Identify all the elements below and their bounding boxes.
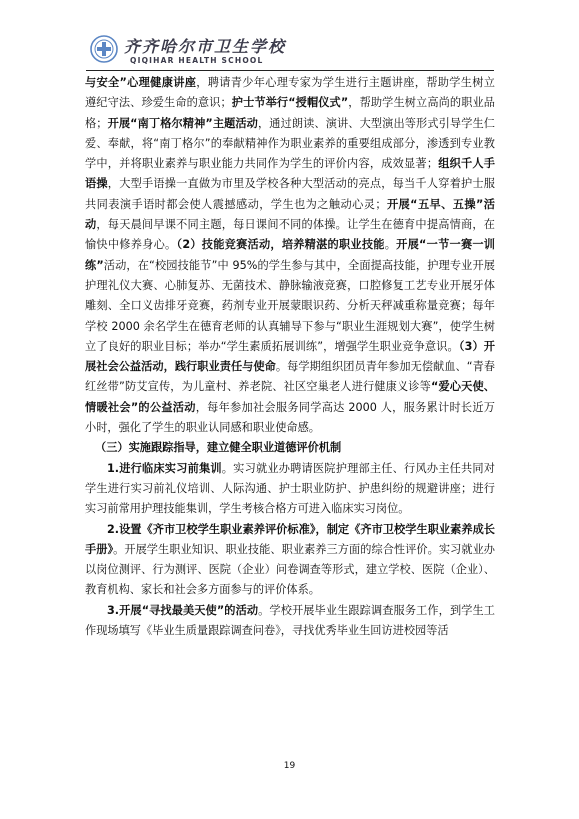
page-header	[80, 26, 500, 70]
bold-text-run: （2）技能竞赛活动，培养精湛的职业技能	[176, 238, 385, 252]
header-divider	[86, 70, 494, 71]
bold-text-run: 护士节举行“授帽仪式”	[231, 96, 349, 110]
bold-text-run: 3.开展“寻找最美天使”的活动	[107, 603, 259, 617]
paragraph-pre-internship-training	[85, 459, 495, 520]
paragraph-best-angel-activity	[85, 601, 495, 642]
bold-text-run: 开展“南丁格尔精神”主题活动	[107, 116, 258, 130]
text-run: 。开展学生职业知识、职业技能、职业素养三方面的综合性评价。实习就业办以岗位测评、行为测评、医院（企业）问卷调查等形式，建立学校、医院（企业）、教育机构、家长和社会多方面参与的评价体系。	[85, 542, 495, 597]
bold-text-run: 与安全”心理健康讲座	[85, 76, 197, 89]
text-run: ，每年参加社会服务同学高达 2000 人，服务累计时长近万小时，强化了学生的职业认同感和职业使命感。	[85, 400, 495, 435]
paragraph-student-activities	[85, 73, 495, 438]
text-run: 活动，在“校园技能节”中 95%的学生参与其中，全面提高技能，护理专业开展护理礼仪大赛、心肺复苏、无菌技术、静脉输液竞赛，口腔修复工艺专业开展牙体雕刻、全口义齿排牙竞赛，药剂专业开展蒙眼识药、分析天秤减重称量竞赛；每年学校 2000 余名学生在德育老师的认真辅导下参与“职业生涯规划大赛”，使学生树立了良好的职业目标；举办“学生素质拓展训练”，增强学生职业竞争意识。	[85, 258, 495, 353]
page-number: 19	[283, 761, 296, 771]
text-run: ，每天晨间早课不同主题，每日课间不同的体操。让学生在德育中提高情商，在愉快中修养身心。	[85, 218, 495, 252]
text-run: ，聘请青少年心理专家为学生进行主题讲座，帮助学生树立遵纪守法、珍爱生命的意识；	[85, 76, 495, 110]
school-name-cn: 齐齐哈尔市卫生学校	[124, 37, 287, 56]
document-body	[85, 73, 495, 641]
bold-text-run: “爱心天使、情暖社会”的公益活动	[85, 380, 495, 414]
paragraph-evaluation-standard	[85, 520, 495, 601]
bold-text-run: （3）开展社会公益活动，践行职业责任与使命	[85, 339, 495, 374]
bold-text-run: 组织千人手语操	[85, 157, 495, 191]
text-run: 。学校开展毕业生跟踪调查服务工作，到学生工作现场填写《毕业生质量跟踪调查问卷》，寻找优秀毕业生回访进校园等活	[85, 603, 495, 638]
text-run: ，帮助学生树立高尚的职业品格；	[85, 96, 495, 130]
text-run: 。每学期组织团员青年参加无偿献血、“青春红丝带”防艾宣传，为儿童村、养老院、社区空巢老人进行健康义诊等	[85, 360, 495, 394]
text-run: 。	[384, 238, 397, 252]
bold-text-run: 1.进行临床实习前集训	[107, 461, 222, 475]
section-heading-tracking-guidance: （三）实施跟踪指导，建立健全职业道德评价机制	[95, 441, 342, 455]
school-logo-icon	[90, 35, 118, 63]
bold-text-run: 2.设置《齐市卫校学生职业素养评价标准》，制定《齐市卫校学生职业素养成长手册》	[85, 522, 495, 556]
text-run: ，通过朗读、演讲、大型演出等形式引导学生仁爱、奉献，将“南丁格尔”的奉献精神作为职业素养的重要组成部分，渗透到专业教学中，并将职业素养与职业能力共同作为学生的评价内容，成效显著；	[85, 116, 495, 171]
text-run: ，大型手语操一直做为市里及学校各种大型活动的亮点，每当千人穿着护士服共同表演手语时都会使人震撼感动，学生也为之触动心灵；	[85, 177, 495, 211]
text-run: 。实习就业办聘请医院护理部主任、行风办主任共同对学生进行实习前礼仪培训、人际沟通、护士职业防护、护患纠纷的规避讲座；进行实习前常用护理技能集训，学生考核合格方可进入临床实习岗位。	[85, 461, 495, 516]
bold-text-run: 开展“五早、五操”活动	[85, 197, 495, 232]
bold-text-run: 开展“一节一赛一训练”	[85, 238, 495, 272]
school-name-en: QIQIHAR HEALTH SCHOOL	[130, 56, 264, 65]
